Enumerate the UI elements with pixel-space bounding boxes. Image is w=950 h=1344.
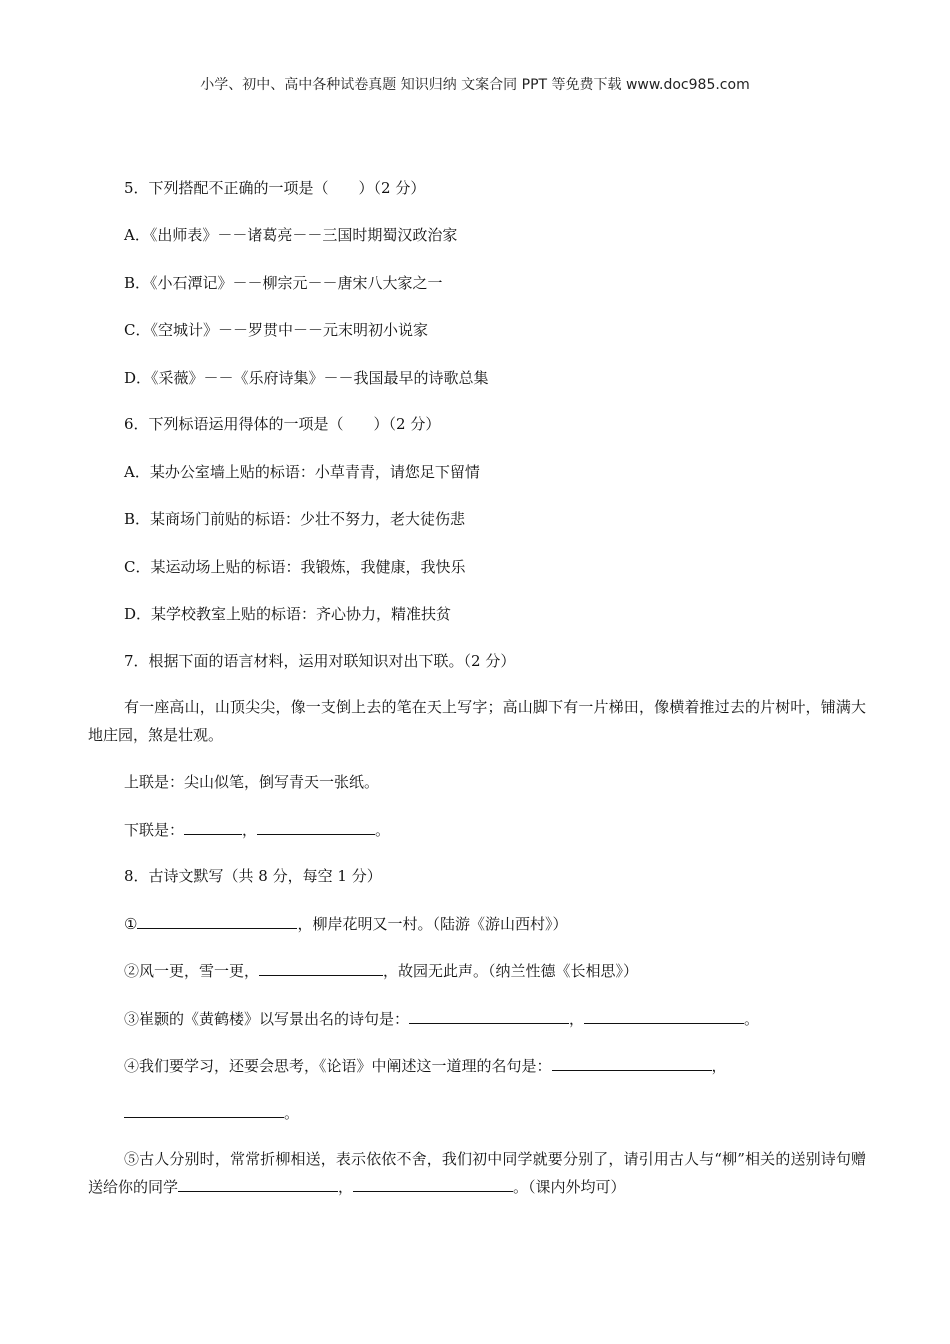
answer-blank[interactable] bbox=[178, 1176, 338, 1192]
lower-couplet-label: 下联是： bbox=[124, 821, 185, 839]
answer-blank[interactable] bbox=[552, 1055, 712, 1071]
answer-blank[interactable] bbox=[409, 1008, 569, 1024]
item-text: ④我们要学习，还要会思考，《论语》中阐述这一道理的名句是： bbox=[124, 1057, 552, 1075]
answer-blank[interactable] bbox=[257, 819, 375, 835]
item-text: ⑤古人分别时，常常折柳相送，表示依依不舍，我们初中同学就要分别了，请引用古人与“柳”相关的送别诗句赠送给你的同学 bbox=[88, 1150, 866, 1196]
item-text: ，故园无此声。（纳兰性德《长相思》） bbox=[383, 962, 639, 980]
answer-blank[interactable] bbox=[137, 913, 297, 929]
question-8-item-5 bbox=[88, 1145, 866, 1201]
question-5-option-a: A．《出师表》－－诸葛亮－－三国时期蜀汉政治家 bbox=[124, 226, 458, 244]
punctuation: ， bbox=[242, 821, 258, 839]
answer-blank[interactable] bbox=[259, 960, 383, 976]
punctuation: 。 bbox=[284, 1104, 300, 1122]
punctuation: ， bbox=[711, 1057, 727, 1075]
page-header: 小学、初中、高中各种试卷真题 知识归纳 文案合同 PPT 等免费下载 www.doc985.com bbox=[200, 77, 750, 93]
question-6-option-a: A．某办公室墙上贴的标语：小草青青，请您足下留情 bbox=[124, 463, 480, 481]
question-5-option-d: D．《采薇》－－《乐府诗集》－－我国最早的诗歌总集 bbox=[124, 369, 489, 387]
question-8-stem: 8．古诗文默写（共 8 分，每空 1 分） bbox=[124, 867, 382, 885]
question-7-material: 有一座高山，山顶尖尖，像一支倒上去的笔在天上写字；高山脚下有一片梯田，像横着推过去的片树叶，铺满大地庄园，煞是壮观。 bbox=[88, 698, 866, 744]
answer-blank[interactable] bbox=[124, 1102, 284, 1118]
question-5-option-c: C．《空城计》－－罗贯中－－元末明初小说家 bbox=[124, 321, 428, 339]
question-8-item-3 bbox=[124, 1008, 759, 1029]
item-text: ，柳岸花明又一村。（陆游《游山西村》） bbox=[297, 915, 568, 933]
question-8-item-1 bbox=[124, 913, 567, 934]
answer-blank[interactable] bbox=[584, 1008, 744, 1024]
punctuation: 。 bbox=[744, 1010, 760, 1028]
question-8-item-4-continued bbox=[124, 1102, 299, 1123]
item-text: 。（课内外均可） bbox=[513, 1178, 626, 1196]
item-text: ③崔颢的《黄鹤楼》以写景出名的诗句是： bbox=[124, 1010, 410, 1028]
item-text: ②风一更，雪一更， bbox=[124, 962, 260, 980]
punctuation: 。 bbox=[375, 821, 391, 839]
question-6-option-b: B．某商场门前贴的标语：少壮不努力，老大徒伤悲 bbox=[124, 510, 466, 528]
question-5-stem: 5．下列搭配不正确的一项是（ ）（2 分） bbox=[124, 179, 426, 197]
question-8-item-4 bbox=[124, 1055, 727, 1076]
question-8-item-2 bbox=[124, 960, 638, 981]
question-5-option-b: B．《小石潭记》－－柳宗元－－唐宋八大家之一 bbox=[124, 274, 443, 292]
item-marker: ① bbox=[124, 915, 138, 933]
question-6-option-c: C．某运动场上贴的标语：我锻炼，我健康，我快乐 bbox=[124, 558, 466, 576]
punctuation: ， bbox=[569, 1010, 585, 1028]
question-6-stem: 6．下列标语运用得体的一项是（ ）（2 分） bbox=[124, 415, 441, 433]
punctuation: ， bbox=[338, 1178, 354, 1196]
answer-blank[interactable] bbox=[184, 819, 242, 835]
question-6-option-d: D．某学校教室上贴的标语：齐心协力，精准扶贫 bbox=[124, 605, 452, 623]
question-7-upper-couplet: 上联是：尖山似笔，倒写青天一张纸。 bbox=[124, 773, 380, 791]
question-7-lower-couplet bbox=[124, 819, 390, 840]
answer-blank[interactable] bbox=[353, 1176, 513, 1192]
question-7-stem: 7．根据下面的语言材料，运用对联知识对出下联。（2 分） bbox=[124, 652, 516, 670]
